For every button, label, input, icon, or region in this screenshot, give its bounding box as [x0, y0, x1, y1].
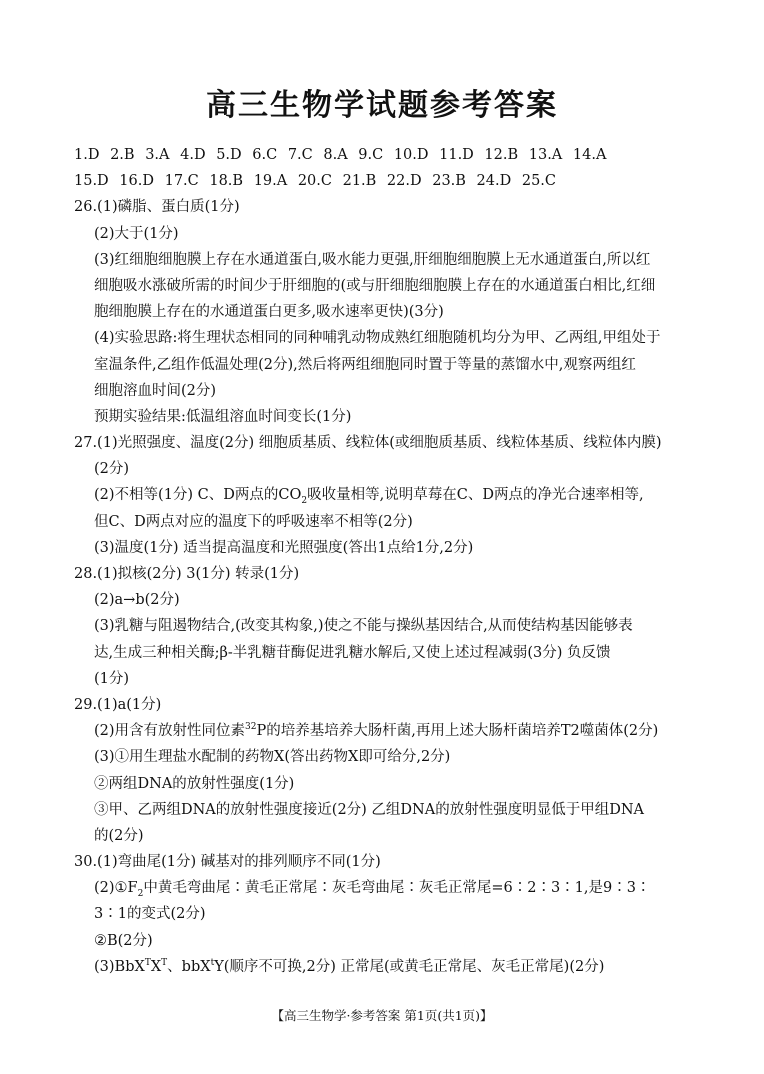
q30-text: (2)①F: [94, 880, 138, 897]
superscript: T: [144, 957, 151, 968]
answer-item: 17.C: [164, 173, 199, 190]
q30-line: 30.(1)弯曲尾(1分) 碱基对的排列顺序不同(1分): [74, 854, 381, 871]
q26-line: 胞细胞膜上存在的水通道蛋白更多,吸水速率更快)(3分): [94, 304, 444, 321]
q28-line: 达,生成三种相关酶;β-半乳糖苷酶促进乳糖水解后,又使上述过程减弱(3分) 负反馈: [94, 644, 611, 661]
q30-line: 3∶1的变式(2分): [94, 906, 206, 923]
choice-answers-row-2: [74, 168, 698, 194]
subscript: 2: [137, 889, 144, 900]
q26-line: (4)实验思路:将生理状态相同的同种哺乳动物成熟红细胞随机均分为甲、乙两组,甲组处于: [94, 330, 661, 347]
answer-item: 7.C: [287, 147, 313, 163]
q27-line: (2分): [94, 461, 130, 478]
footer-text: 【高三生物学·参考答案 第1页(共1页)】: [271, 1008, 493, 1023]
superscript: 32: [245, 722, 257, 733]
q27-text: (2)不相等(1分) C、D两点的CO: [94, 487, 302, 504]
q27-line: 但C、D两点对应的温度下的呼吸速率不相等(2分): [94, 513, 413, 530]
q28-line: (3)乳糖与阻遏物结合,(改变其构象,)使之不能与操纵基因结合,从而使结构基因能够表: [94, 618, 633, 635]
answer-item: 19.A: [253, 173, 288, 190]
q30-text: 中黄毛弯曲尾∶黄毛正常尾∶灰毛弯曲尾∶灰毛正常尾=6∶2∶3∶1,是9∶3∶: [143, 880, 651, 897]
q26-line: 26.(1)磷脂、蛋白质(1分): [74, 199, 240, 216]
q29-line: ②两组DNA的放射性强度(1分): [94, 775, 295, 792]
q30-text: 、bbX: [167, 958, 211, 975]
q26-line: 预期实验结果:低温组溶血时间变长(1分): [94, 408, 352, 425]
answer-item: 18.B: [209, 173, 244, 190]
page-footer: [0, 1006, 764, 1024]
answer-content: [74, 142, 698, 980]
q26-line: 细胞吸水涨破所需的时间少于肝细胞的(或与肝细胞细胞膜上存在的水通道蛋白相比,红细: [94, 277, 656, 294]
answer-item: 15.D: [74, 173, 109, 190]
answer-item: 13.A: [528, 147, 563, 163]
q27-line: (3)温度(1分) 适当提高温度和光照强度(答出1点给1分,2分): [94, 539, 474, 556]
answer-item: 23.B: [432, 173, 466, 190]
choice-answers-row-1: [74, 142, 698, 168]
q30-line: [74, 954, 698, 980]
answer-item: 8.A: [323, 147, 348, 163]
q26-line: (3)红细胞细胞膜上存在水通道蛋白,吸水能力更强,肝细胞细胞膜上无水通道蛋白,所以红: [94, 251, 651, 268]
answer-item: 25.C: [521, 173, 556, 190]
q30-line: ②B(2分): [94, 932, 153, 949]
answer-item: 20.C: [297, 173, 332, 190]
answer-item: 10.D: [393, 147, 429, 163]
q26-line: (2)大于(1分): [94, 225, 179, 242]
q29-text: (2)用含有放射性同位素: [94, 723, 246, 740]
subscript: 2: [301, 496, 308, 507]
q30-line: [74, 875, 698, 901]
answer-item: 16.D: [119, 173, 154, 190]
q30-text: (3)BbX: [94, 958, 145, 975]
answer-item: 21.B: [342, 173, 377, 190]
answer-item: 5.D: [216, 147, 242, 163]
q30-text: Y(顺序不可换,2分) 正常尾(或黄毛正常尾、灰毛正常尾)(2分): [214, 958, 605, 975]
q29-line: ③甲、乙两组DNA的放射性强度接近(2分) 乙组DNA的放射性强度明显低于甲组DNA: [94, 801, 644, 818]
q29-text: P的培养基培养大肠杆菌,再用上述大肠杆菌培养T2噬菌体(2分): [256, 723, 659, 740]
answer-item: 22.D: [386, 173, 422, 190]
q30-text: X: [150, 958, 162, 975]
answer-item: 24.D: [476, 173, 512, 190]
q29-line: 29.(1)a(1分): [74, 696, 162, 713]
q29-line: 的(2分): [94, 827, 144, 844]
superscript: T: [161, 957, 168, 968]
page-title: 高三生物学试题参考答案: [206, 88, 558, 123]
q26-line: 室温条件,乙组作低温处理(2分),然后将两组细胞同时置于等量的蒸馏水中,观察两组红: [94, 356, 636, 373]
answer-item: 14.A: [572, 147, 607, 163]
q29-line: (3)①用生理盐水配制的药物X(答出药物X即可给分,2分): [94, 749, 451, 766]
q27-line: [74, 482, 698, 508]
q27-line: 27.(1)光照强度、温度(2分) 细胞质基质、线粒体(或细胞质基质、线粒体基质、线粒体内膜): [74, 435, 662, 452]
answer-item: 4.D: [180, 147, 206, 163]
answer-item: 3.A: [145, 147, 170, 163]
answer-item: 9.C: [358, 147, 384, 163]
q26-line: 细胞溶血时间(2分): [94, 382, 217, 399]
q28-line: (1分): [94, 670, 130, 687]
q28-line: 28.(1)拟核(2分) 3(1分) 转录(1分): [74, 566, 300, 582]
answer-item: 6.C: [252, 147, 278, 163]
answer-item: 11.D: [439, 147, 474, 163]
answer-item: 2.B: [110, 147, 135, 163]
superscript: t: [210, 957, 215, 968]
answer-item: 12.B: [484, 147, 519, 163]
q29-line: [74, 718, 698, 744]
answer-item: 1.D: [74, 147, 100, 163]
q27-text: 吸收量相等,说明草莓在C、D两点的净光合速率相等,: [307, 487, 644, 504]
q28-line: (2)a→b(2分): [94, 592, 180, 609]
